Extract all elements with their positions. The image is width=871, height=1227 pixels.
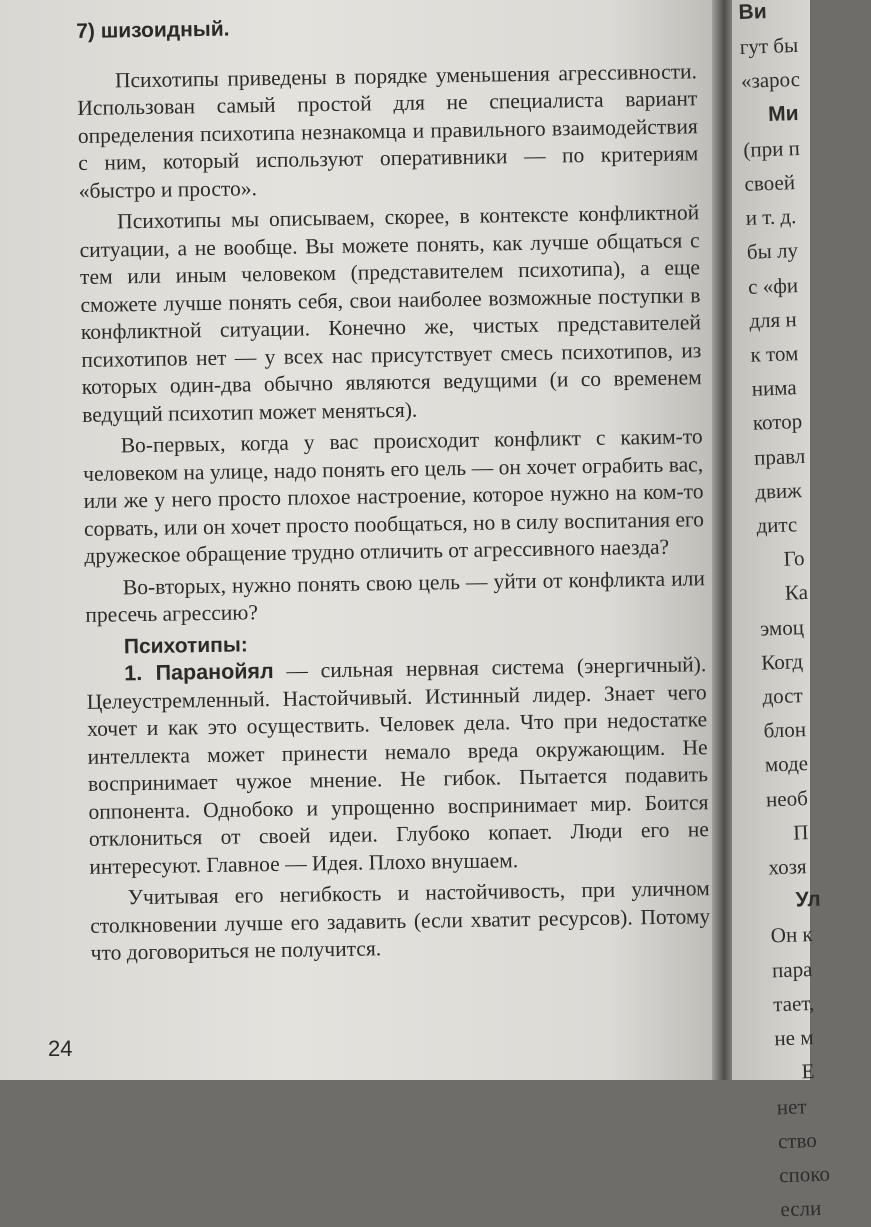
right-page-line: к том <box>750 341 799 367</box>
right-page-line: тает, <box>772 990 815 1017</box>
page-number: 24 <box>48 1036 73 1061</box>
right-page-line: необ <box>765 785 809 812</box>
right-page-line: хозя <box>768 854 807 880</box>
right-page-line: моде <box>764 751 809 777</box>
right-page-line: Ка <box>784 580 809 606</box>
right-page-line: П <box>792 819 809 845</box>
paragraph-3: Во-первых, когда у вас происходит конфликт с каким-то человеком на улице, надо понять его цель — он хочет ограбить вас, или же у него просто плохое настроение, которое нужно на ком-то сорвать, или он хочет просто пообщаться, но в силу воспитания его дружеское обращение трудно отличить от агрессивного наезда? <box>82 424 705 568</box>
right-page-line: Ви <box>738 0 768 24</box>
paragraph-1: Психотипы приведены в порядке уменьшения агрессивности. Использован самый простой для не специалиста вариант определения психотипа незнакомца и правильного взаимодействия с ним, который используют оперативники — по критериям «быстро и просто». <box>77 58 699 203</box>
right-page-line: блон <box>763 717 807 743</box>
right-page-line: пара <box>771 956 813 983</box>
top-heading: 7) шизоидный. <box>76 17 230 43</box>
right-page-line: гут бы <box>739 33 799 60</box>
right-page-line: Го <box>783 546 805 571</box>
psychotype-item-1-lead: 1. Паранойял <box>124 658 274 686</box>
right-page-line: Ул <box>795 887 822 912</box>
psychotype-item-1 <box>86 651 709 881</box>
right-page-line: если <box>779 1195 822 1222</box>
right-page-line: движ <box>754 477 803 504</box>
book-gutter-shadow <box>712 0 734 1080</box>
right-page-line: (при п <box>742 135 801 162</box>
paragraph-2: Психотипы мы описываем, скорее, в контексте конфликтной ситуации, а не вообще. Вы можете понять, как лучше общаться с тем или иным человеком (представителем психотипа), а еще сможете лучше понять себя, свои наиболее возможные поступки в конфликтной ситуации. Конечно же, чистых представителей психотипов нет — у всех нас присутствует смесь психотипов, из которых один-два обычно являются ведущими (и со временем ведущий психотип может меняться). <box>79 200 702 427</box>
right-page-line: правл <box>753 443 806 470</box>
right-page-line: для н <box>748 306 798 333</box>
right-page-line: Ми <box>767 101 799 126</box>
right-page-line: ство <box>777 1127 818 1153</box>
right-page-line: бы лу <box>746 238 799 265</box>
section-heading: Психотипы: <box>123 632 248 658</box>
right-page-line: споко <box>778 1161 831 1188</box>
right-page-line: дитс <box>756 512 798 538</box>
right-page-line: и т. д. <box>745 204 797 231</box>
paragraph-4: Во-вторых, нужно понять свою цель — уйти от конфликта или пресечь агрессию? <box>85 565 706 627</box>
right-page-line: дост <box>762 683 804 709</box>
right-page-line: котор <box>752 409 803 436</box>
psychotype-item-1-text: — сильная нервная система (энергичный). Целеустремленный. Настойчивый. Истинный лидер. Знает чего хочет и как это осуществить. Человек дела. Что при недостатке интеллекта может принести немало вреда окружающим. Не воспринимает чужое мнение. Не гибок. Пытается подавить оппонента. Однобоко и упрощенно воспринимает мир. Боится отклониться от своей идеи. Глубоко копает. Люди его не интересуют. Главное — Идея. Плохо внушаем. <box>86 652 710 879</box>
right-page-line: нет <box>776 1093 807 1119</box>
right-page-line: своей <box>744 170 796 196</box>
right-page-line: эмоц <box>759 614 805 641</box>
right-page-line: не м <box>773 1025 814 1051</box>
right-page-line: Когд <box>760 649 804 675</box>
right-page-line: с «фи <box>747 272 799 299</box>
right-book-page <box>732 0 831 1222</box>
right-page-line: «зарос <box>740 67 801 94</box>
right-page-line: нима <box>751 375 798 401</box>
page-text-block <box>76 8 711 971</box>
final-paragraph: Учитывая его негибкость и настойчивость, при уличном столкновении лучше его задавить (если хватит ресурсов). Потому что договориться не получится. <box>90 876 711 965</box>
right-page-text <box>738 0 871 1227</box>
right-page-line: Он к <box>770 922 814 948</box>
right-page-line: Е <box>801 1059 815 1084</box>
